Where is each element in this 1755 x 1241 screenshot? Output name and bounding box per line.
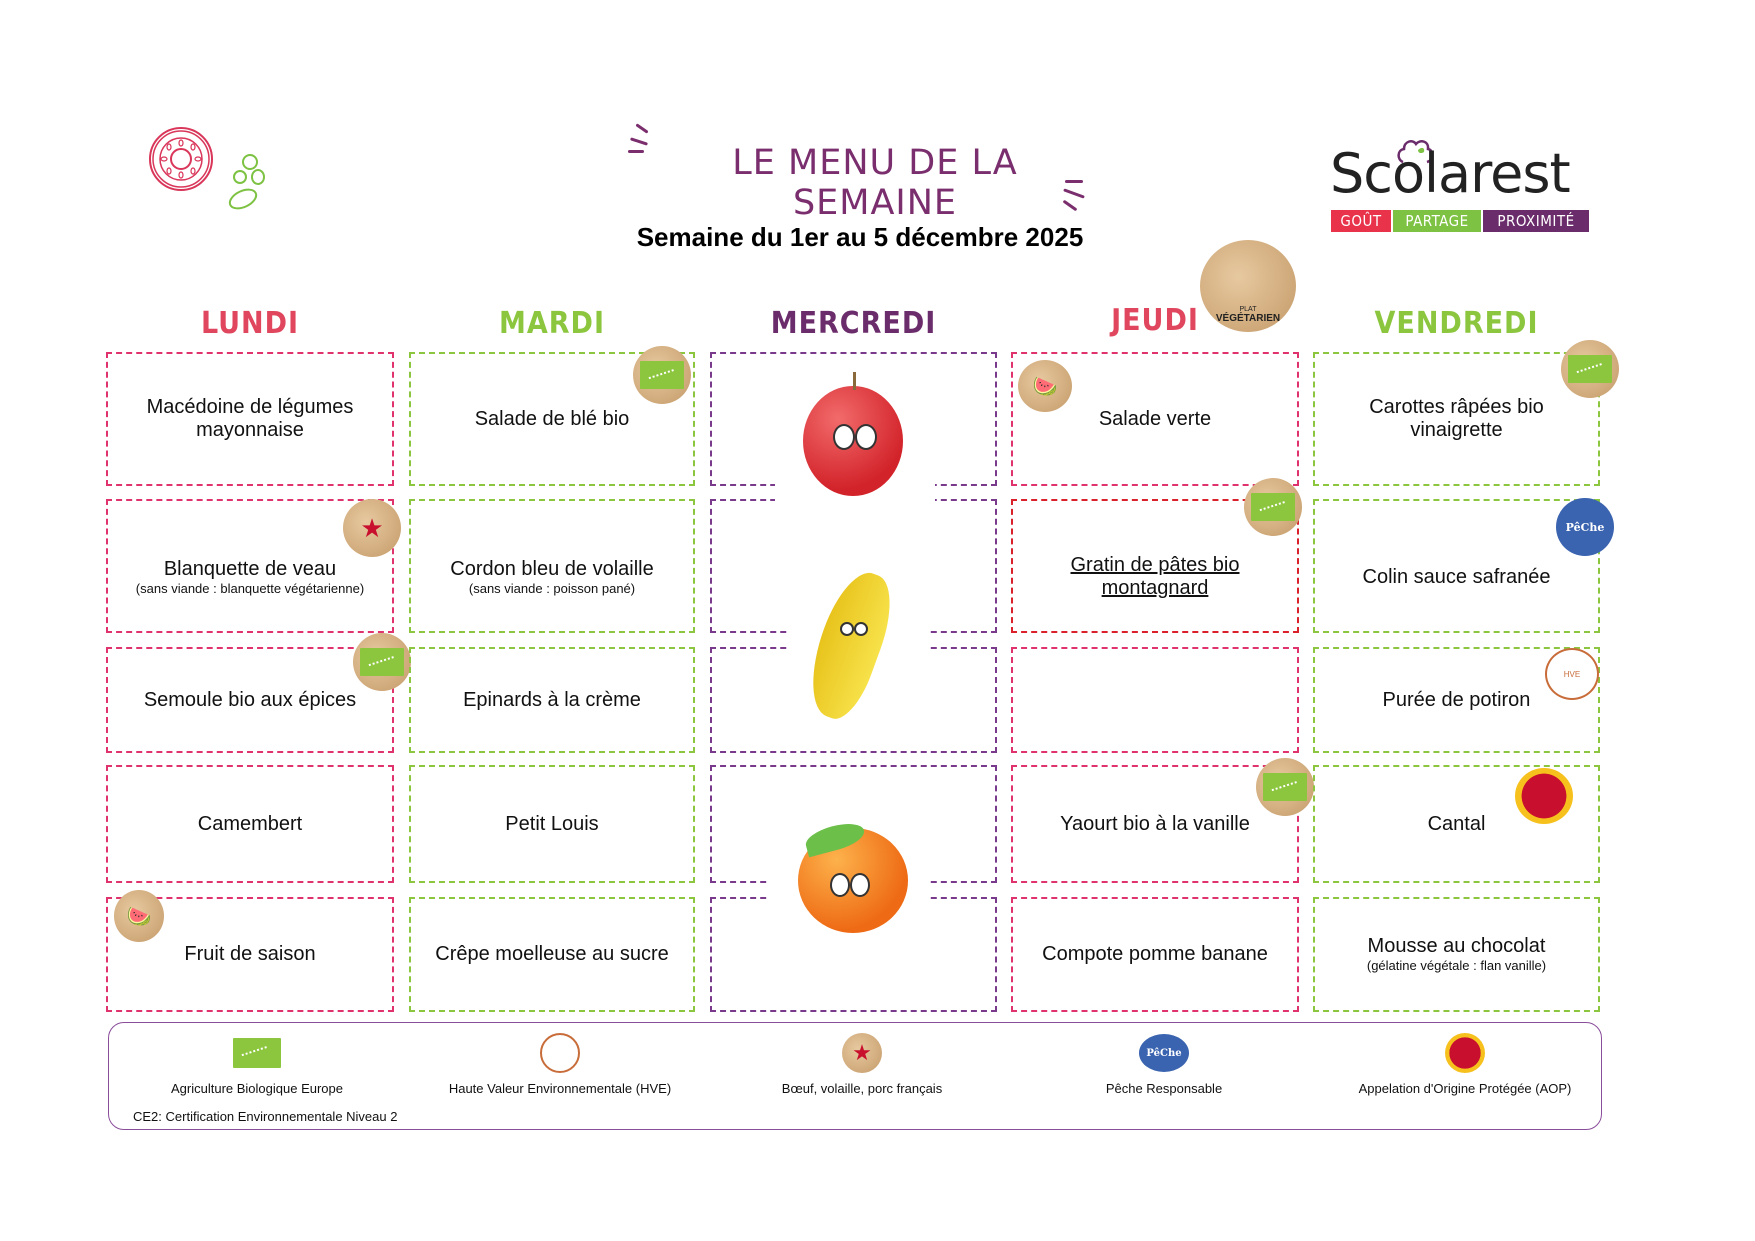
dish-name: Gratin de pâtes bio montagnard: [1070, 554, 1240, 599]
bio-badge: [353, 633, 411, 691]
hve-icon: HVE: [1563, 669, 1581, 679]
legend-item-hve: [410, 1023, 710, 1096]
dish-name: Camembert: [197, 812, 303, 835]
bio-icon: [1251, 493, 1295, 521]
legend-label: Agriculture Biologique Europe: [171, 1081, 343, 1096]
legend-item-aop: [1315, 1023, 1615, 1096]
menu-cell-mardi-plat: [409, 499, 695, 633]
peche-icon: PêChe: [1139, 1034, 1189, 1072]
day-header-vendredi: VENDREDI: [1374, 306, 1539, 341]
dish-name: Cantal: [1427, 812, 1486, 835]
menu-cell-lundi-entree: [106, 352, 394, 486]
dish-name: Blanquette de veau: [163, 557, 337, 580]
hve-badge: [1545, 648, 1599, 700]
legend-note: CE2: Certification Environnementale Niveau 2: [133, 1109, 398, 1124]
title-decoration: [630, 137, 648, 145]
dish-name: Compote pomme banane: [1042, 943, 1268, 965]
menu-cell-mardi-dessert: [409, 897, 695, 1012]
title-decoration: [628, 150, 644, 153]
dish-name: Petit Louis: [505, 812, 599, 835]
dish-name: Fruit de saison: [184, 943, 316, 965]
legend-label: Bœuf, volaille, porc français: [781, 1081, 943, 1096]
bio-badge: [1561, 340, 1619, 398]
dish-alternative: (sans viande : blanquette végétarienne): [135, 580, 365, 596]
menu-cell-lundi-fromage: [106, 765, 394, 883]
vegetarian-badge-line2: VÉGÉTARIEN: [1215, 313, 1281, 324]
menu-cell-lundi-accompagnement: [106, 647, 394, 753]
brand-tag-proximite: PROXIMITÉ: [1483, 210, 1589, 232]
aop-icon: [1445, 1033, 1485, 1073]
dish-name: Purée de potiron: [1382, 688, 1531, 711]
day-header-lundi: LUNDI: [200, 306, 300, 341]
legend-label: Pêche Responsable: [1105, 1081, 1223, 1096]
menu-cell-mardi-fromage: [409, 765, 695, 883]
banana-character: [790, 560, 930, 730]
day-header-mardi: MARDI: [499, 306, 605, 341]
bio-icon: [640, 361, 684, 389]
bio-icon: [1568, 355, 1612, 383]
legend-item-bio: [107, 1023, 407, 1096]
dish-alternative: (gélatine végétale : flan vanille): [1366, 958, 1547, 973]
dish-alternative: (sans viande : poisson pané): [468, 580, 636, 596]
day-header-mercredi: MERCREDI: [770, 306, 937, 341]
orange-character: [770, 808, 930, 958]
brand-tag-partage: PARTAGE: [1393, 210, 1481, 232]
dish-name: Semoule bio aux épices: [143, 688, 357, 711]
bio-icon: [1263, 773, 1307, 801]
bio-badge: [1244, 478, 1302, 536]
dish-name: Macédoine de légumes mayonnaise: [146, 396, 354, 441]
frais-badge: 🍉: [114, 890, 164, 942]
bio-badge: [633, 346, 691, 404]
legend-item-viande-francaise: [712, 1023, 1012, 1096]
menu-cell-vendredi-entree: [1313, 352, 1600, 486]
dish-name: Epinards à la crème: [463, 688, 641, 711]
menu-cell-vendredi-dessert: [1313, 897, 1600, 1012]
peche-icon: PêChe: [1565, 520, 1605, 534]
bio-badge: [1256, 758, 1314, 816]
dish-name: Colin sauce safranée: [1362, 565, 1551, 588]
dish-name: Crêpe moelleuse au sucre: [435, 943, 669, 965]
week-subtitle: Semaine du 1er au 5 décembre 2025: [636, 222, 1084, 252]
brand-tag-gout: GOÛT: [1331, 210, 1391, 232]
dish-name: Cordon bleu de volaille: [450, 557, 654, 580]
brand-logo: Scolarest: [1330, 142, 1570, 205]
title-decoration: [635, 123, 648, 133]
legend-label: Appelation d'Origine Protégée (AOP): [1358, 1081, 1572, 1096]
menu-cell-jeudi-dessert: [1011, 897, 1299, 1012]
dish-name: Salade verte: [1098, 407, 1212, 430]
dish-name: Yaourt bio à la vanille: [1060, 812, 1250, 835]
frais-badge: 🍉: [1018, 360, 1072, 412]
apple-character: [775, 372, 935, 524]
vegetarian-badge-line1: PLAT: [1239, 306, 1257, 313]
aop-badge: [1515, 768, 1573, 824]
bio-icon: [233, 1038, 281, 1068]
peche-responsable-badge: [1556, 498, 1614, 556]
day-header-jeudi: JEUDI: [1111, 303, 1199, 338]
dish-name: Salade de blé bio: [474, 407, 630, 430]
menu-cell-jeudi-accompagnement: [1011, 647, 1299, 753]
legend-item-peche: [1014, 1023, 1314, 1096]
legend-label: Haute Valeur Environnementale (HVE): [448, 1081, 672, 1096]
menu-cell-mardi-accompagnement: [409, 647, 695, 753]
bio-icon: [360, 648, 404, 676]
dish-name: Carottes râpées bio vinaigrette: [1369, 396, 1544, 441]
dish-name: Mousse au chocolat: [1367, 935, 1546, 957]
title-decoration: [1065, 180, 1083, 183]
tomato-slice-icon: [145, 125, 275, 215]
viande-francaise-badge: ★: [343, 499, 401, 557]
labels-legend: [108, 1022, 1602, 1130]
page-title: LE MENU DE LA SEMAINE: [732, 143, 1018, 223]
hve-icon: [540, 1033, 580, 1073]
viande-francaise-icon: ★: [842, 1033, 882, 1073]
